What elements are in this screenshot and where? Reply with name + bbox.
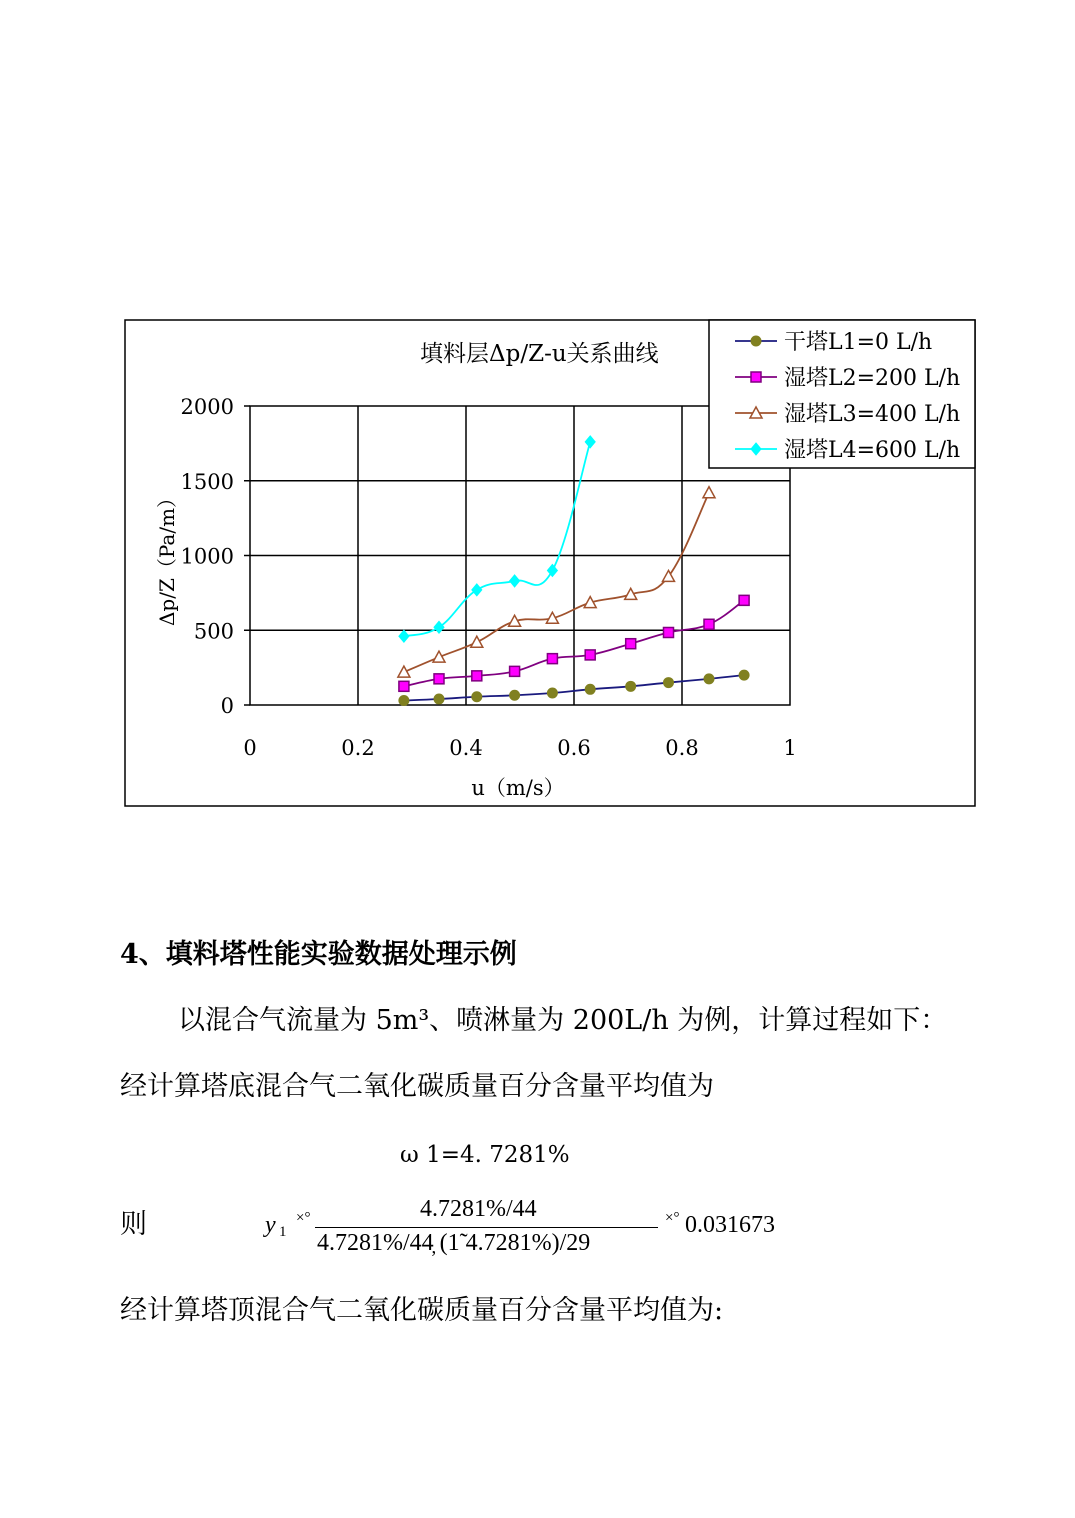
y-axis-label: Δp/Z（Pa/m）: [155, 487, 179, 627]
then-label: 则: [120, 1209, 147, 1240]
series-2-point: [434, 674, 444, 684]
y-tick-label: 1500: [180, 469, 234, 494]
legend-label-4: 湿塔L4=600 L/h: [784, 438, 961, 463]
series-1-point: [585, 684, 595, 694]
series-2-point: [399, 681, 409, 691]
series-1-point: [704, 674, 714, 684]
series-1-point: [399, 696, 409, 706]
series-1-point: [664, 678, 674, 688]
series-2-point: [472, 671, 482, 681]
legend-label-3: 湿塔L3=400 L/h: [784, 402, 961, 427]
formula-fraction-bar: [315, 1227, 658, 1228]
series-2-point: [704, 619, 714, 629]
series-2-point: [510, 666, 520, 676]
x-tick-label: 0.4: [449, 736, 483, 760]
x-tick-label: 1: [783, 736, 797, 760]
legend-label-2: 湿塔L2=200 L/h: [784, 366, 961, 391]
legend-marker-2: [751, 372, 761, 382]
formula-y-variable: y: [265, 1212, 276, 1238]
x-tick-label: 0.8: [665, 736, 699, 760]
formula-denominator: 4.7281%/44̦ (1̃ 4.7281%)/29: [317, 1230, 591, 1256]
y-tick-label: 500: [193, 619, 234, 644]
series-1-point: [510, 690, 520, 700]
paragraph-example-conditions: 以混合气流量为 5m³、喷淋量为 200L/h 为例，计算过程如下：: [178, 1005, 948, 1036]
paragraph-bottom-co2: 经计算塔底混合气二氧化碳质量百分含量平均值为: [120, 1071, 714, 1102]
series-1-point: [472, 692, 482, 702]
y-tick-label: 2000: [180, 395, 234, 419]
chart-legend: [709, 320, 975, 468]
x-tick-label: 0: [243, 736, 257, 760]
series-2-point: [547, 654, 557, 664]
formula-y-subscript: 1: [279, 1224, 287, 1240]
legend-label-1: 干塔L1=0 L/h: [784, 330, 933, 355]
paragraph-top-co2: 经计算塔顶混合气二氧化碳质量百分含量平均值为:: [120, 1295, 724, 1326]
series-1-point: [739, 670, 749, 680]
y-tick-label: 0: [220, 694, 234, 718]
formula-numerator: 4.7281%/44: [420, 1196, 537, 1222]
series-1-point: [626, 681, 636, 691]
series-1-point: [547, 688, 557, 698]
section-heading: 4、填料塔性能实验数据处理示例: [120, 939, 517, 970]
chart: [124, 319, 976, 807]
formula-equals-symbol-2: ×°: [665, 1210, 680, 1226]
legend-marker-1: [751, 336, 761, 346]
formula-result: 0.031673: [685, 1212, 775, 1238]
omega-value: ω 1=4. 7281%: [400, 1142, 570, 1168]
series-2-point: [664, 627, 674, 637]
y-tick-label: 1000: [180, 544, 234, 569]
series-2-point: [626, 639, 636, 649]
x-axis-label: u（m/s）: [471, 776, 565, 800]
x-tick-label: 0.6: [557, 736, 591, 760]
chart-title: 填料层Δp/Z-u关系曲线: [420, 341, 659, 367]
series-2-point: [585, 650, 595, 660]
formula-equals-symbol: ×°: [296, 1210, 311, 1226]
x-tick-label: 0.2: [341, 736, 375, 760]
series-2-point: [739, 595, 749, 605]
chart-container: [124, 319, 976, 807]
series-1-point: [434, 694, 444, 704]
